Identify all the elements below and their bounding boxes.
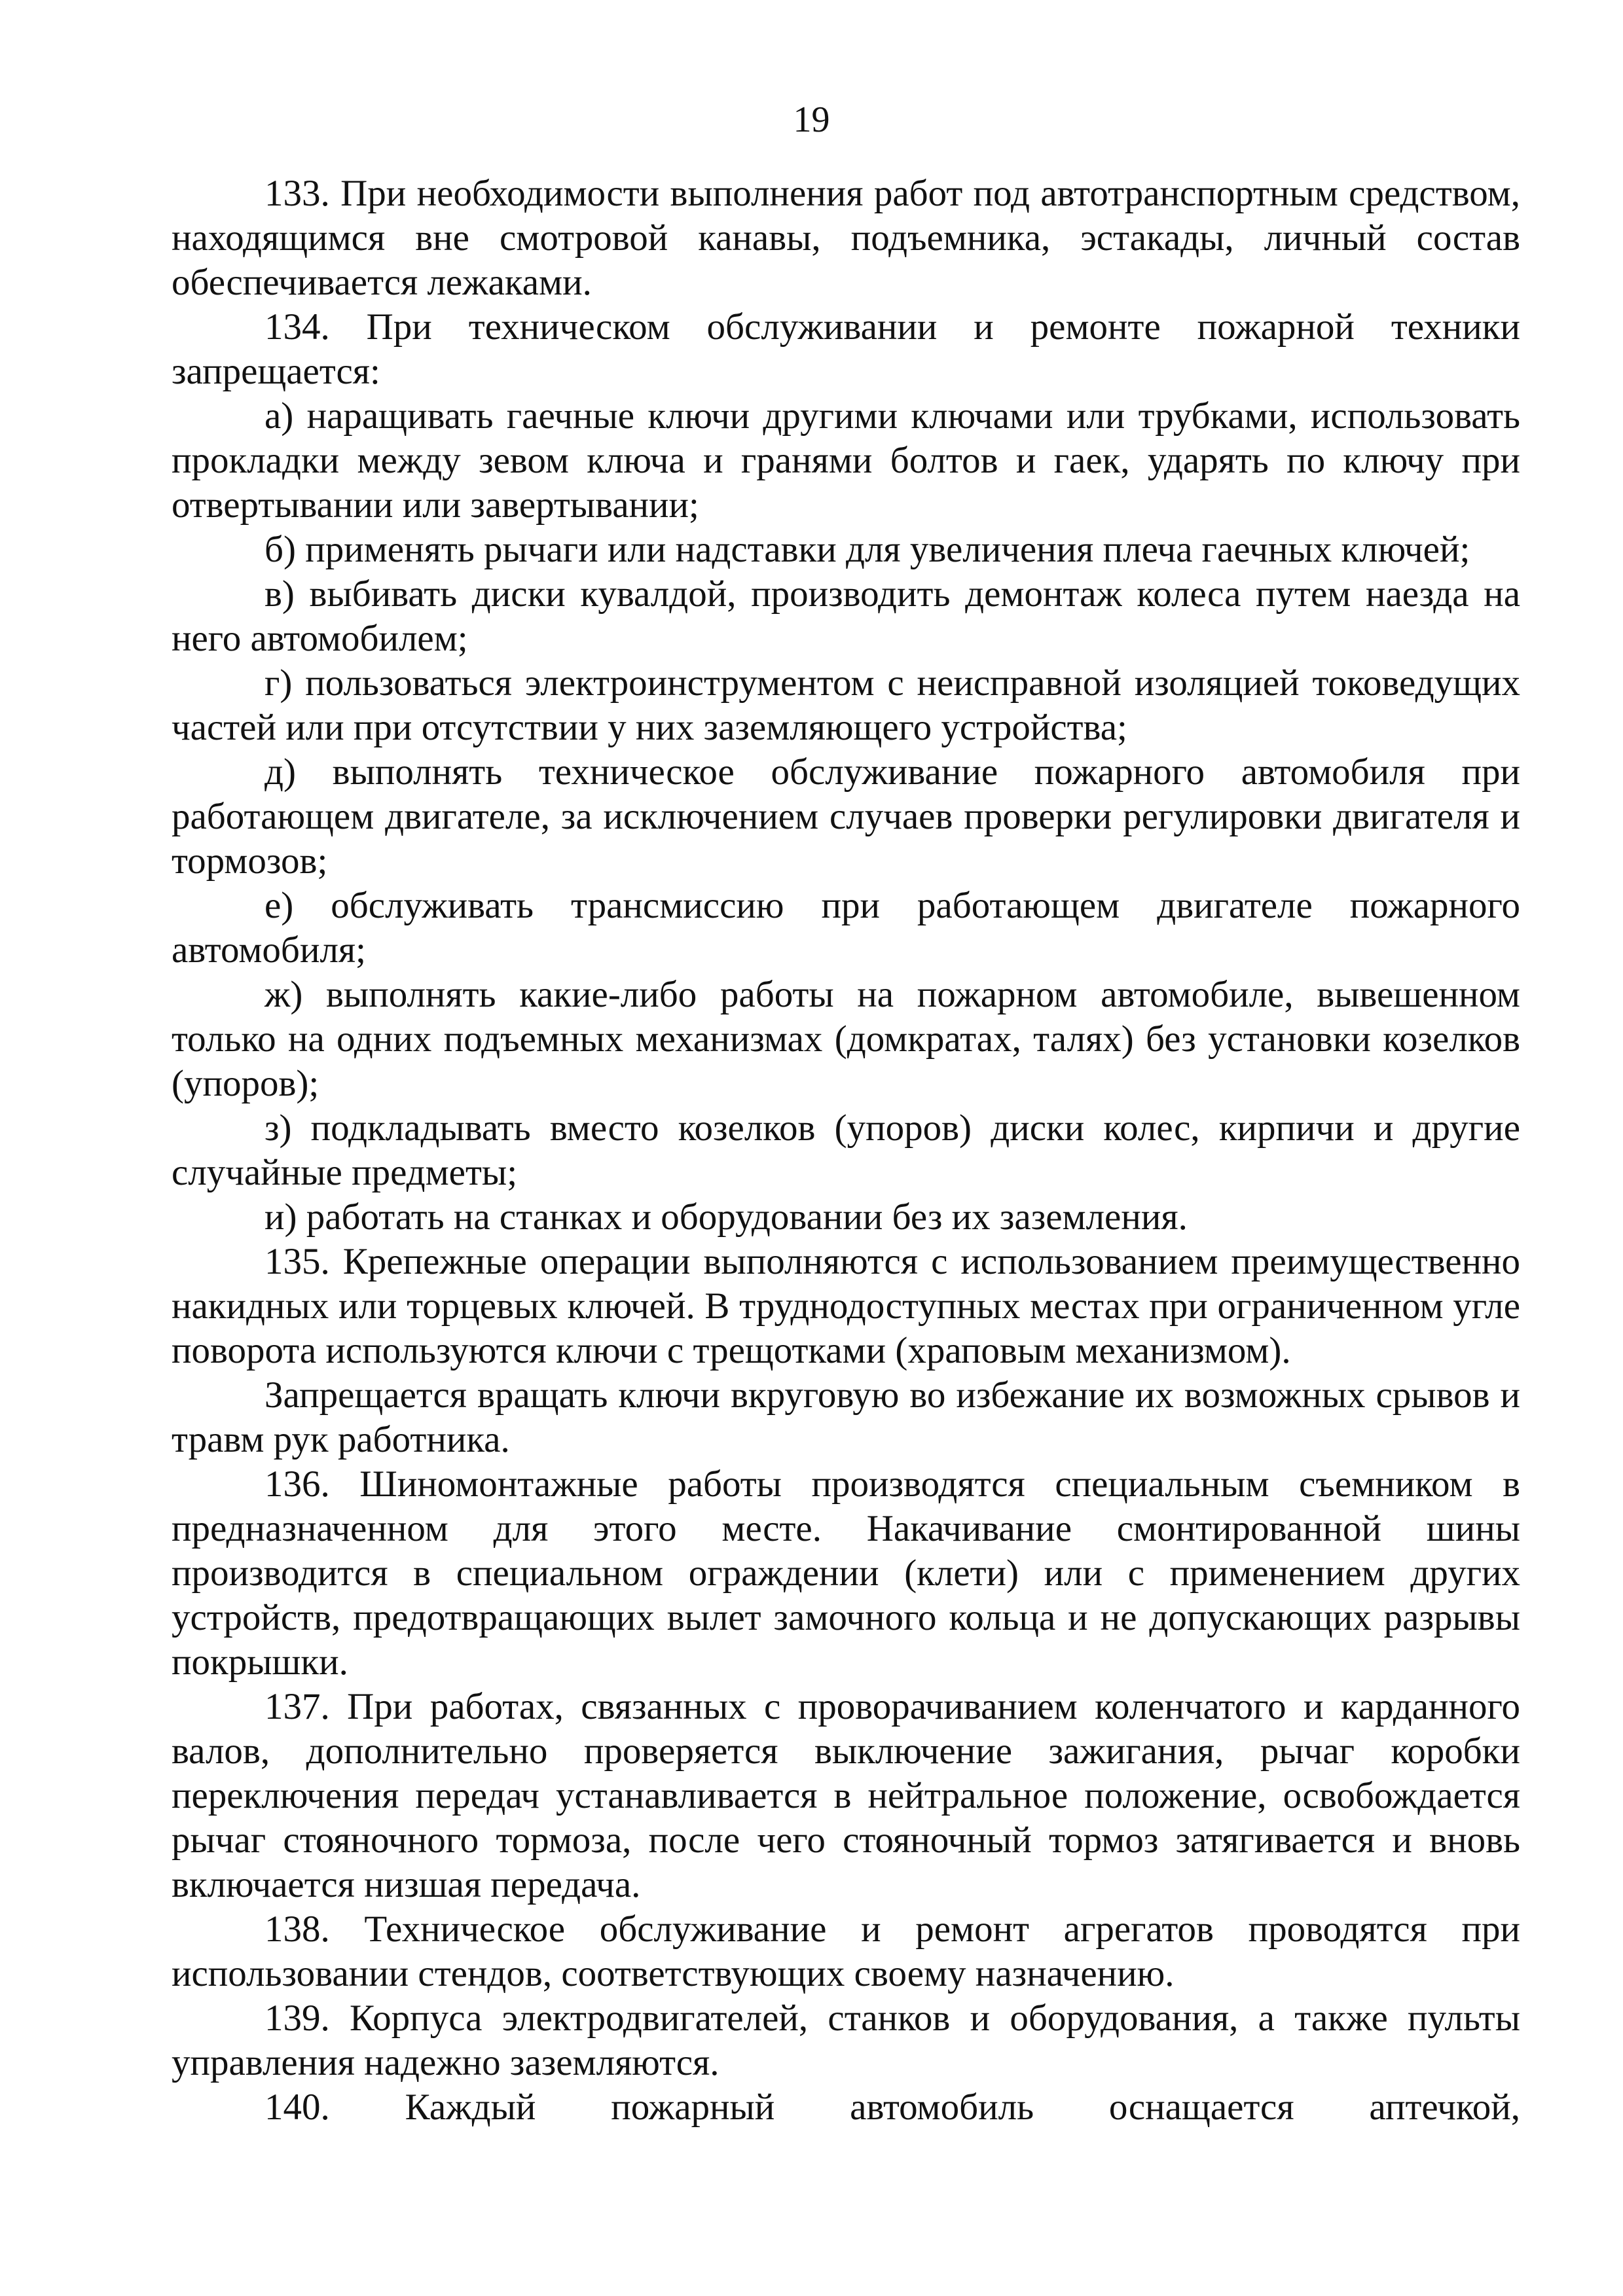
list-item-e: е) обслуживать трансмиссию при работающем двигателе пожарного автомобиля; bbox=[172, 885, 1520, 971]
paragraph-135: 135. Крепежные операции выполняются с использованием преимущественно накидных или торцевых ключей. В труднодоступных местах при ограниченном угле поворота используются ключи с трещотками (храповым механизмом). bbox=[172, 1241, 1520, 1371]
document-body bbox=[172, 171, 1520, 2130]
list-item-b: б) применять рычаги или надставки для увеличения плеча гаечных ключей; bbox=[264, 529, 1470, 570]
list-item-z: з) подкладывать вместо козелков (упоров) диски колес, кирпичи и другие случайные предметы; bbox=[172, 1107, 1520, 1193]
page-number: 19 bbox=[793, 99, 830, 140]
paragraph-133: 133. При необходимости выполнения работ под автотранспортным средством, находящимся вне смотровой канавы, подъемника, эстакады, личный состав обеспечивается лежаками. bbox=[172, 173, 1520, 303]
paragraph-137: 137. При работах, связанных с проворачиванием коленчатого и карданного валов, дополнительно проверяется выключение зажигания, рычаг коробки переключения передач устанавливается в нейтральное положение, освобождается рычаг стояночного тормоза, после чего стояночный тормоз затягивается и вновь включается низшая передача. bbox=[172, 1686, 1520, 1905]
list-item-a: а) наращивать гаечные ключи другими ключами или трубками, использовать прокладки между зевом ключа и гранями болтов и гаек, ударять по ключу при отвертывании или завертывании; bbox=[172, 395, 1520, 526]
paragraph-139: 139. Корпуса электродвигателей, станков и оборудования, а также пульты управления надежно заземляются. bbox=[172, 1998, 1520, 2083]
paragraph-138: 138. Техническое обслуживание и ремонт агрегатов проводятся при использовании стендов, соответствующих своему назначению. bbox=[172, 1909, 1520, 1994]
paragraph-134: 134. При техническом обслуживании и ремонте пожарной техники запрещается: bbox=[172, 306, 1520, 392]
list-item-i: и) работать на станках и оборудовании без их заземления. bbox=[264, 1196, 1188, 1238]
list-item-d: д) выполнять техническое обслуживание пожарного автомобиля при работающем двигателе, за исключением случаев проверки регулировки двигателя и тормозов; bbox=[172, 751, 1520, 882]
list-item-zh: ж) выполнять какие-либо работы на пожарном автомобиле, вывешенном только на одних подъемных механизмах (домкратах, талях) без установки козелков (упоров); bbox=[172, 974, 1520, 1104]
paragraph-136: 136. Шиномонтажные работы производятся специальным съемником в предназначенном для этого месте. Накачивание смонтированной шины производится в специальном ограждении (клети) или с применением других устройств, предотвращающих вылет замочного кольца и не допускающих разрывы покрышки. bbox=[172, 1463, 1520, 1683]
paragraph-135-prohibition: Запрещается вращать ключи вкруговую во избежание их возможных срывов и травм рук работника. bbox=[172, 1374, 1520, 1460]
list-item-g: г) пользоваться электроинструментом с неисправной изоляцией токоведущих частей или при отсутствии у них заземляющего устройства; bbox=[172, 662, 1520, 748]
list-item-v: в) выбивать диски кувалдой, производить демонтаж колеса путем наезда на него автомобилем; bbox=[172, 573, 1520, 659]
paragraph-140: 140. Каждый пожарный автомобиль оснащается аптечкой, bbox=[264, 2087, 1520, 2128]
